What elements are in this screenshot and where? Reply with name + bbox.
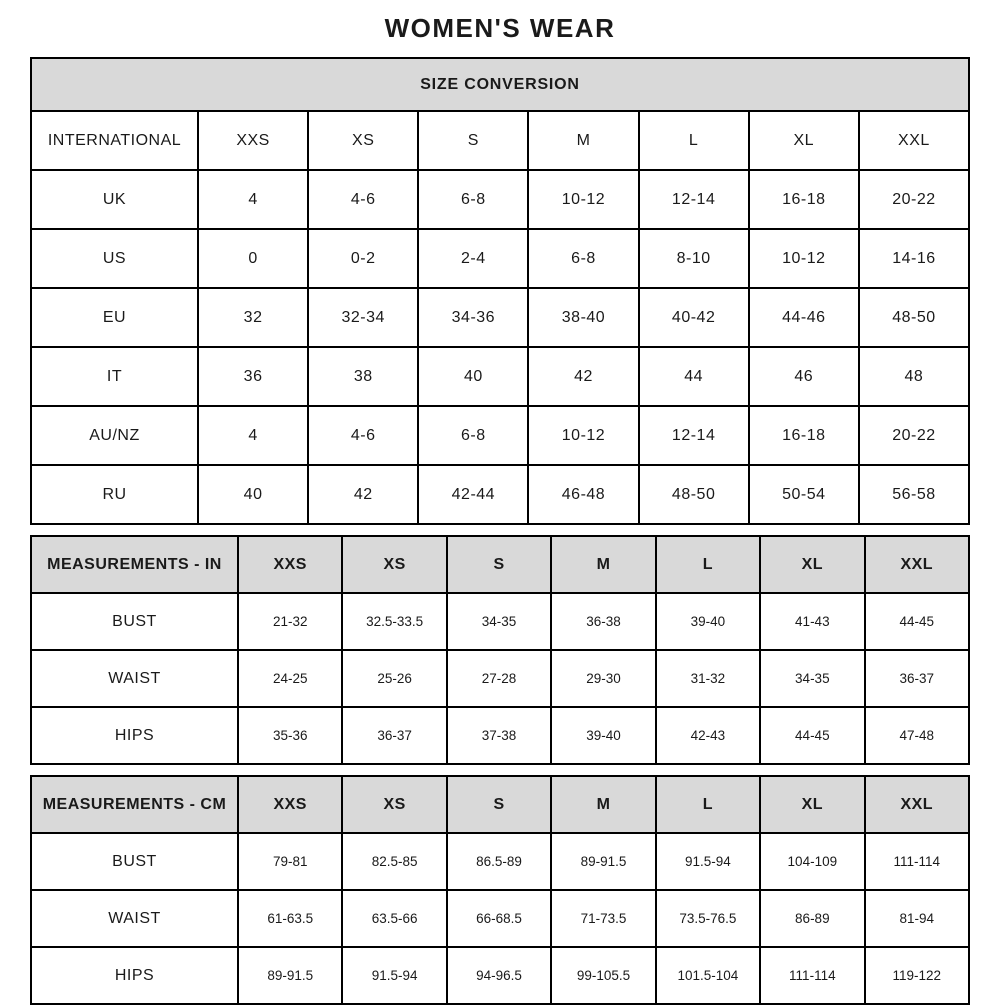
table-row — [31, 833, 969, 890]
column-header: XL — [760, 776, 864, 833]
size-value-cell: 50-54 — [749, 465, 859, 524]
size-value-cell: 20-22 — [859, 406, 969, 465]
measurement-value-cell: 79-81 — [238, 833, 342, 890]
size-value-cell: 38 — [308, 347, 418, 406]
measurement-value-cell: 47-48 — [865, 707, 969, 764]
column-header: INTERNATIONAL — [31, 111, 198, 170]
size-value-cell: 12-14 — [639, 170, 749, 229]
row-label: BUST — [31, 833, 238, 890]
column-header: XL — [749, 111, 859, 170]
measurement-value-cell: 101.5-104 — [656, 947, 760, 1004]
size-value-cell: 48-50 — [639, 465, 749, 524]
column-header: XS — [342, 776, 446, 833]
column-header-row — [31, 536, 969, 593]
row-label: BUST — [31, 593, 238, 650]
row-label: HIPS — [31, 947, 238, 1004]
column-header: S — [418, 111, 528, 170]
measurement-value-cell: 63.5-66 — [342, 890, 446, 947]
measurement-value-cell: 25-26 — [342, 650, 446, 707]
measurement-value-cell: 61-63.5 — [238, 890, 342, 947]
table-row — [31, 890, 969, 947]
size-value-cell: 56-58 — [859, 465, 969, 524]
column-header: XS — [342, 536, 446, 593]
measurement-value-cell: 35-36 — [238, 707, 342, 764]
column-header: XXL — [865, 776, 969, 833]
column-header: S — [447, 776, 551, 833]
size-value-cell: 10-12 — [749, 229, 859, 288]
size-value-cell: 12-14 — [639, 406, 749, 465]
row-label: RU — [31, 465, 198, 524]
measurement-value-cell: 82.5-85 — [342, 833, 446, 890]
measurement-value-cell: 81-94 — [865, 890, 969, 947]
measurement-value-cell: 29-30 — [551, 650, 655, 707]
size-value-cell: 6-8 — [418, 406, 528, 465]
measurement-value-cell: 73.5-76.5 — [656, 890, 760, 947]
measurement-value-cell: 119-122 — [865, 947, 969, 1004]
size-value-cell: 4-6 — [308, 406, 418, 465]
measurement-value-cell: 91.5-94 — [656, 833, 760, 890]
measurement-value-cell: 42-43 — [656, 707, 760, 764]
column-header: XS — [308, 111, 418, 170]
measurement-value-cell: 86-89 — [760, 890, 864, 947]
measurement-value-cell: 34-35 — [760, 650, 864, 707]
column-header: XL — [760, 536, 864, 593]
size-value-cell: 0-2 — [308, 229, 418, 288]
size-value-cell: 34-36 — [418, 288, 528, 347]
size-value-cell: 40-42 — [639, 288, 749, 347]
measurement-value-cell: 39-40 — [656, 593, 760, 650]
row-label: IT — [31, 347, 198, 406]
row-label: US — [31, 229, 198, 288]
measurement-value-cell: 111-114 — [865, 833, 969, 890]
size-value-cell: 36 — [198, 347, 308, 406]
size-value-cell: 32-34 — [308, 288, 418, 347]
column-header: XXL — [859, 111, 969, 170]
measurement-value-cell: 111-114 — [760, 947, 864, 1004]
measurement-value-cell: 91.5-94 — [342, 947, 446, 1004]
table-row — [31, 650, 969, 707]
measurements-in-table — [30, 535, 970, 765]
size-value-cell: 32 — [198, 288, 308, 347]
size-value-cell: 48 — [859, 347, 969, 406]
column-header: L — [639, 111, 749, 170]
measurement-value-cell: 36-37 — [865, 650, 969, 707]
row-label: WAIST — [31, 890, 238, 947]
measurement-value-cell: 71-73.5 — [551, 890, 655, 947]
size-value-cell: 44 — [639, 347, 749, 406]
measurement-value-cell: 36-37 — [342, 707, 446, 764]
size-value-cell: 8-10 — [639, 229, 749, 288]
column-header: XXS — [238, 776, 342, 833]
table-row — [31, 170, 969, 229]
measurement-value-cell: 32.5-33.5 — [342, 593, 446, 650]
column-header: L — [656, 776, 760, 833]
size-value-cell: 6-8 — [418, 170, 528, 229]
measurement-value-cell: 44-45 — [760, 707, 864, 764]
row-label: EU — [31, 288, 198, 347]
size-value-cell: 46-48 — [528, 465, 638, 524]
measurement-value-cell: 86.5-89 — [447, 833, 551, 890]
measurement-value-cell: 104-109 — [760, 833, 864, 890]
size-value-cell: 16-18 — [749, 406, 859, 465]
size-value-cell: 48-50 — [859, 288, 969, 347]
table-row — [31, 947, 969, 1004]
row-label: HIPS — [31, 707, 238, 764]
column-header: XXS — [238, 536, 342, 593]
measurement-value-cell: 89-91.5 — [238, 947, 342, 1004]
size-value-cell: 2-4 — [418, 229, 528, 288]
size-value-cell: 4-6 — [308, 170, 418, 229]
page-title: WOMEN'S WEAR — [384, 13, 616, 43]
table-caption: MEASUREMENTS - IN — [31, 536, 238, 593]
table-caption: SIZE CONVERSION — [31, 58, 969, 111]
size-value-cell: 20-22 — [859, 170, 969, 229]
column-header: M — [551, 776, 655, 833]
column-header-row — [31, 776, 969, 833]
column-header: M — [528, 111, 638, 170]
size-value-cell: 0 — [198, 229, 308, 288]
table-row — [31, 288, 969, 347]
measurement-value-cell: 89-91.5 — [551, 833, 655, 890]
measurement-value-cell: 99-105.5 — [551, 947, 655, 1004]
column-header: L — [656, 536, 760, 593]
measurement-value-cell: 34-35 — [447, 593, 551, 650]
row-label: AU/NZ — [31, 406, 198, 465]
table-row — [31, 229, 969, 288]
measurement-value-cell: 31-32 — [656, 650, 760, 707]
size-value-cell: 42-44 — [418, 465, 528, 524]
table-caption: MEASUREMENTS - CM — [31, 776, 238, 833]
column-header: M — [551, 536, 655, 593]
measurement-value-cell: 27-28 — [447, 650, 551, 707]
size-value-cell: 42 — [308, 465, 418, 524]
measurement-value-cell: 37-38 — [447, 707, 551, 764]
column-header: S — [447, 536, 551, 593]
size-value-cell: 16-18 — [749, 170, 859, 229]
size-value-cell: 44-46 — [749, 288, 859, 347]
measurement-value-cell: 39-40 — [551, 707, 655, 764]
table-row — [31, 347, 969, 406]
size-value-cell: 46 — [749, 347, 859, 406]
column-header-row — [31, 111, 969, 170]
size-conversion-table — [30, 57, 970, 525]
measurement-value-cell: 41-43 — [760, 593, 864, 650]
measurement-value-cell: 21-32 — [238, 593, 342, 650]
measurement-value-cell: 44-45 — [865, 593, 969, 650]
size-value-cell: 40 — [418, 347, 528, 406]
table-row — [31, 465, 969, 524]
size-value-cell: 40 — [198, 465, 308, 524]
measurement-value-cell: 66-68.5 — [447, 890, 551, 947]
table-row — [31, 593, 969, 650]
table-row — [31, 707, 969, 764]
row-label: UK — [31, 170, 198, 229]
row-label: WAIST — [31, 650, 238, 707]
measurement-value-cell: 94-96.5 — [447, 947, 551, 1004]
measurement-value-cell: 24-25 — [238, 650, 342, 707]
size-value-cell: 38-40 — [528, 288, 638, 347]
size-value-cell: 10-12 — [528, 406, 638, 465]
column-header: XXS — [198, 111, 308, 170]
measurements-cm-table — [30, 775, 970, 1005]
size-value-cell: 6-8 — [528, 229, 638, 288]
size-value-cell: 10-12 — [528, 170, 638, 229]
size-value-cell: 14-16 — [859, 229, 969, 288]
size-value-cell: 4 — [198, 170, 308, 229]
size-value-cell: 4 — [198, 406, 308, 465]
measurement-value-cell: 36-38 — [551, 593, 655, 650]
size-value-cell: 42 — [528, 347, 638, 406]
table-caption-row — [31, 58, 969, 111]
table-row — [31, 406, 969, 465]
column-header: XXL — [865, 536, 969, 593]
